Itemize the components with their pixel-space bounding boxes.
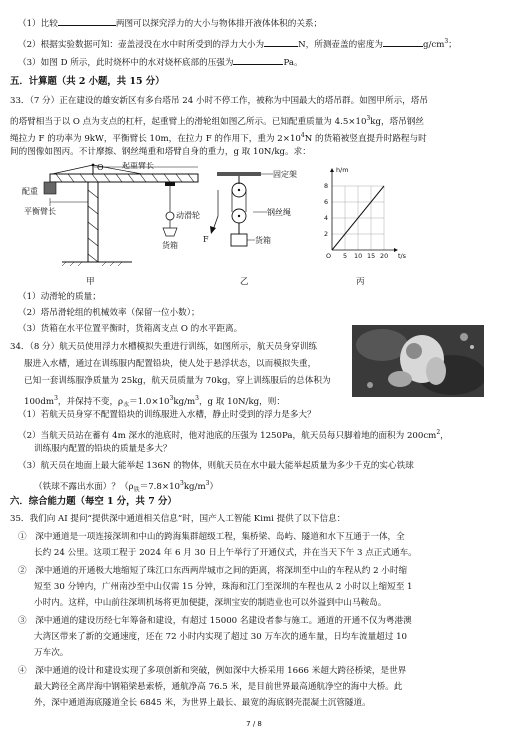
counterweight-label: 配重 <box>22 187 38 196</box>
text: ，g 取 10N/kg，则： <box>198 396 285 407</box>
info-paragraph: 最大跨径全离岸海中钢箱梁悬索桥，通航净高 76.5 米，是目前世界最高通航净空的海中大桥。此 <box>34 682 403 692</box>
subscript: 水 <box>123 401 130 409</box>
page-number: 7 / 8 <box>246 720 262 728</box>
figure-caption: 甲 <box>86 277 95 287</box>
question-text <box>10 130 427 145</box>
superscript: 3 <box>169 395 174 402</box>
text: （铁球不露出水面）？（ρ <box>34 481 134 492</box>
info-paragraph: ① 深中通道是一项连接深圳和中山的跨海集群超级工程，集桥梁、岛屿、隧道和水下互通于一体，全 <box>18 532 405 542</box>
text: 100dm <box>24 396 55 407</box>
sub-question: （2）塔吊滑轮组的机械效率（保留一位小数）； <box>18 308 200 318</box>
text: ； <box>448 39 457 50</box>
cargo-label: 货箱 <box>255 236 271 245</box>
question-text: 服进入水槽，通过在训练服内配置铅块，使人处于悬浮状态，以而模拟失重， <box>24 359 317 369</box>
answer-blank[interactable] <box>264 38 298 47</box>
fixed-frame-label: 固定架 <box>273 170 297 179</box>
superscript: 2 <box>436 429 441 436</box>
question-text: 35．我们向 AI 提问“提供深中通道相关信息”时，国产人工智能 Kimi 提供了以下信息： <box>10 514 346 524</box>
text: kg/m <box>183 481 206 492</box>
section-heading: 六．综合能力题（每空 1 分，共 7 分） <box>10 496 177 507</box>
text: g/cm <box>422 39 445 50</box>
question-text: 33．（7 分）正在建设的雄安新区有多台塔吊 24 小时不停工作，被称为中国最大的塔吊群。如图甲所示，塔吊 <box>10 96 428 106</box>
question-text: 34．（8 分）航天员使用浮力水槽模拟失重进行训练，如图所示，航天员身穿训练 <box>10 342 318 352</box>
answer-blank[interactable] <box>233 56 283 65</box>
info-paragraph: ④ 深中通道的设计和建设实现了多项创新和突破，例如深中大桥采用 1666 米超大跨径桥梁，是世界 <box>18 666 407 676</box>
text: kg/m <box>173 396 196 407</box>
y-tick: 8 <box>324 182 329 190</box>
section-heading: 五．计算题（共 2 小题，共 15 分） <box>10 76 165 87</box>
question-text: 已知一套训练服净质量为 25kg，航天员质量为 70kg，穿上训练服后的总体积为 <box>24 376 331 386</box>
sub-question: （1）若航天员身穿不配置铅块的训练服进入水槽，静止时受到的浮力是多大？ <box>18 410 316 420</box>
sub-question <box>34 478 218 496</box>
rope-label: 钢丝绳 <box>267 208 291 217</box>
sub-question: （3）货箱在水平位置平衡时，货箱离支点 O 的水平距离。 <box>18 324 243 334</box>
y-axis-label: h/m <box>336 166 349 174</box>
text: ＝7.8×10 <box>139 481 181 492</box>
figure-jia-tower-crane <box>22 162 212 274</box>
y-tick: 6 <box>324 198 329 206</box>
text: N 的货箱被竖直提升时路程与时 <box>304 133 427 144</box>
x-axis-label: t/s <box>398 252 406 260</box>
question-text: 间的图像如图丙。不计摩擦、钢丝绳重和塔臂自身的重力，g 取 10N/kg。求： <box>10 147 311 157</box>
info-paragraph: 外，深中通道海底隧道全长 6845 米，为世界上最长、最宽的海底钢壳混凝土沉管隧道。 <box>34 698 371 708</box>
sub-question: （3）航天员在地面上最大能举起 136N 的物体，则航天员在水中最大能举起质量为多少千克的实心铁球 <box>18 461 414 471</box>
info-paragraph: 小时内。这样，中山前往深圳机场将更加便捷，深圳宝安的制造业也可以外溢到中山马鞍岛。 <box>34 598 387 608</box>
y-tick: 4 <box>324 214 329 222</box>
figure-bing-graph <box>312 162 412 262</box>
info-paragraph: 短至 30 分钟内，广州南沙至中山仅需 15 分钟，珠海和江门至深圳的车程也从 2 小时以上缩短至 1 <box>34 582 413 592</box>
text: Pa。 <box>283 58 303 68</box>
question-text <box>24 393 285 411</box>
question-line <box>18 17 322 30</box>
pivot-label: O <box>97 163 104 172</box>
info-paragraph: 大湾区带来了新的交通速度，还在 72 小时内实现了超过 30 万车次的通车量，日均车流量超过 10 <box>34 632 408 642</box>
info-paragraph: ② 深中通道的开通极大地缩短了珠江口东西两岸城市之间的距离，将深圳至中山的车程从约 2 小时缩 <box>18 566 408 576</box>
figure-caption: 丙 <box>356 277 365 287</box>
superscript: 3 <box>195 395 199 402</box>
text: 绳拉力 F 的功率为 9kW，平衡臂长 10m，在拉力 F 的作用下，重为 2×10 <box>10 133 301 144</box>
text: （2）当航天员站在蓄有 4m 深水的池底时，他对池底的压强为 1250Pa，航天员每只脚着地的面积为 200cm <box>18 430 437 441</box>
cargo-label: 货箱 <box>162 241 178 250</box>
x-tick: O <box>326 252 332 260</box>
info-paragraph: 长约 24 公里。这项工程于 2024 年 6 月 30 日上午举行了开通仪式，并在当天下午 3 点正式通车。 <box>34 548 417 558</box>
text: ） <box>209 481 219 492</box>
superscript: 3 <box>54 395 58 402</box>
sub-question: 训练服内配置的铅块的质量是多大？ <box>34 444 172 454</box>
underwater-training-photo <box>352 325 484 397</box>
superscript: 4 <box>300 132 305 139</box>
question-line <box>18 56 303 69</box>
text: ＝1.0×10 <box>129 396 170 407</box>
figure-yi-pulley-system <box>195 168 305 268</box>
y-tick: 2 <box>324 230 329 238</box>
sub-question <box>18 427 449 442</box>
text: 两图可以探究浮力的大小与物体排开液体体积的关系； <box>115 19 323 29</box>
question-text <box>10 113 424 128</box>
superscript: 3 <box>180 480 184 487</box>
text: （1）比较 <box>18 19 58 29</box>
text: 的塔臂相当于以 O 点为支点的杠杆，起重臂上的滑轮组如图乙所示。已知配重质量为 4.5×10 <box>10 116 367 127</box>
x-tick: 20 <box>380 252 389 260</box>
arm-length-label: 起重臂长 <box>122 162 154 170</box>
text: N，所测壶盖的密度为 <box>298 39 383 50</box>
pulley-label: 动滑轮 <box>176 211 200 220</box>
sub-question: （1）动滑轮的质量； <box>18 292 101 302</box>
text: ， <box>440 430 449 441</box>
info-paragraph: ③ 深中通道的建设历经七年筹备和建设，有超过 15000 名建设者参与施工。通道的开通不仅为粤港澳 <box>18 616 412 626</box>
x-tick: 5 <box>343 252 348 260</box>
x-tick: 10 <box>354 252 363 260</box>
text: （3）如图 D 所示，此时烧杯中的水对烧杯底部的压强为 <box>18 58 234 68</box>
superscript: 3 <box>366 115 371 122</box>
astronaut-underwater-image <box>352 325 484 397</box>
text: （2）根据实验数据可知：壶盖浸没在水中时所受到的浮力大小为 <box>18 39 265 50</box>
superscript: 3 <box>444 38 449 45</box>
force-label: F <box>203 235 209 244</box>
figure-caption: 乙 <box>240 277 249 287</box>
x-tick: 15 <box>367 252 376 260</box>
answer-blank[interactable] <box>383 38 423 47</box>
text: ，并保持不变，ρ <box>57 396 124 407</box>
answer-blank[interactable] <box>58 17 116 26</box>
info-paragraph: 万车次。 <box>34 648 69 658</box>
balance-arm-label: 平衡臂长 <box>24 207 56 216</box>
subscript: 铁 <box>133 486 140 494</box>
superscript: 3 <box>205 480 210 487</box>
text: kg，塔吊钢丝 <box>370 116 424 127</box>
question-line <box>18 36 457 51</box>
